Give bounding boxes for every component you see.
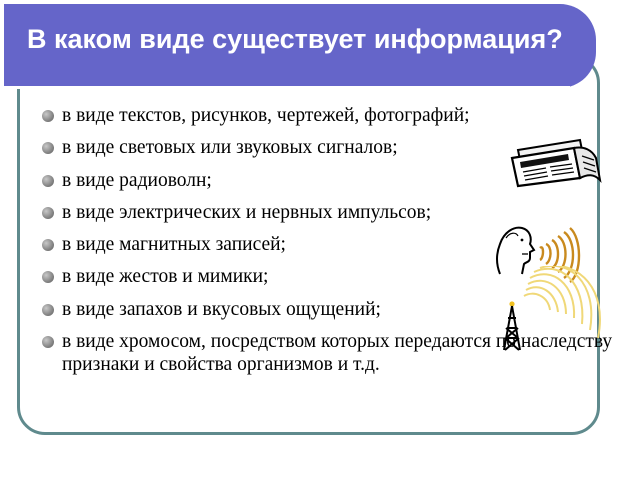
- title-bar: [4, 4, 596, 88]
- bullet-icon: [42, 142, 54, 154]
- bullet-icon: [42, 110, 54, 122]
- bullet-icon: [42, 207, 54, 219]
- list-item-text: в виде текстов, рисунков, чертежей, фотографий;: [62, 105, 470, 126]
- list-item-text: в виде электрических и нервных импульсов;: [62, 201, 432, 223]
- title-underline: [4, 86, 570, 89]
- list-item-text: в виде магнитных записей;: [62, 234, 286, 256]
- bullet-icon: [42, 336, 54, 348]
- list-item-text: в виде хромосом, посредством которых передаются по наследству признаки и свойства организмов и т.д.: [62, 331, 613, 376]
- bullet-icon: [42, 175, 54, 187]
- list-item-text: в виде жестов и мимики;: [62, 266, 269, 288]
- list-item-text: в виде запахов и вкусовых ощущений;: [62, 298, 381, 320]
- bullet-icon: [42, 304, 54, 316]
- newspaper-icon: [510, 136, 602, 188]
- slide-title: В каком виде существует информация?: [27, 24, 563, 54]
- list-item-text: в виде световых или звуковых сигналов;: [62, 137, 398, 159]
- radio-tower-icon: [494, 266, 610, 352]
- bullet-icon: [42, 271, 54, 283]
- bullet-icon: [42, 239, 54, 251]
- list-item: [40, 104, 615, 127]
- list-item-text: в виде радиоволн;: [62, 169, 212, 191]
